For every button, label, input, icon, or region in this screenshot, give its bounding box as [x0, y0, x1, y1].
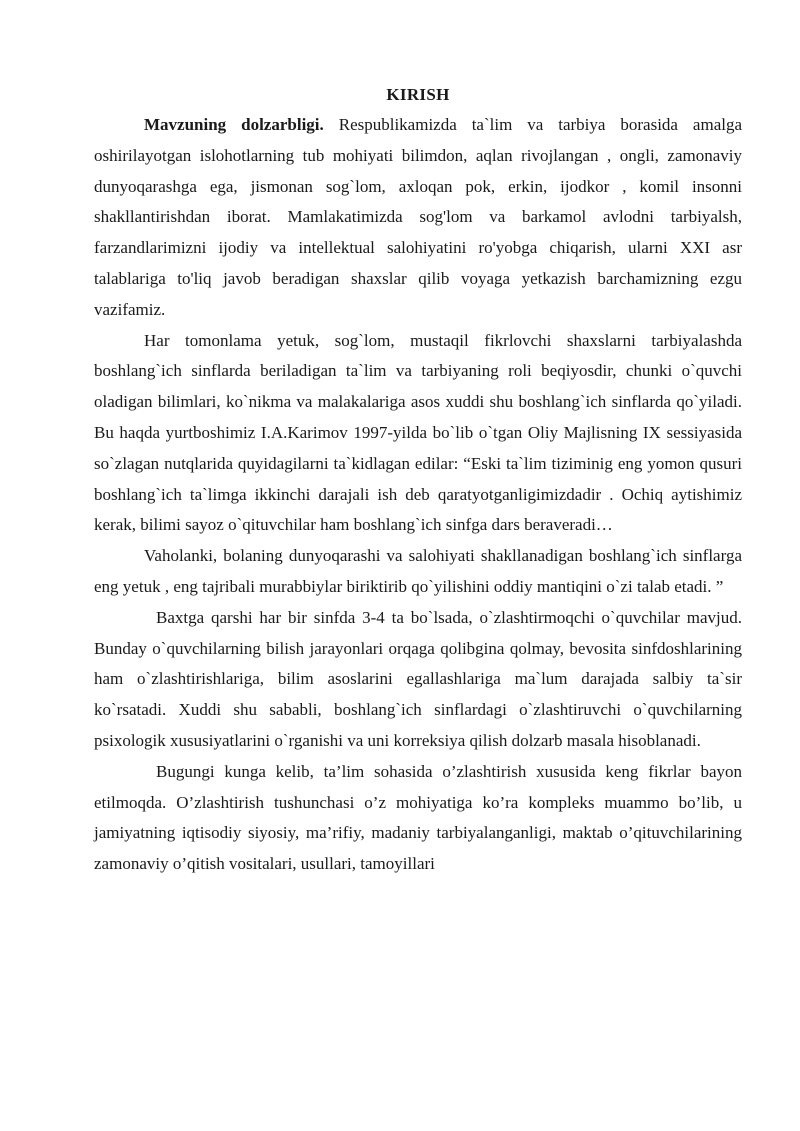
- paragraph-text: Vaholanki, bolaning dunyoqarashi va salohiyati shakllanadigan boshlang`ich sinflarga eng yetuk , eng tajribali murabbiylar biriktirib qo`yilishini oddiy mantiqini o`zi talab etadi. ”: [94, 546, 742, 596]
- paragraph-however: [94, 541, 742, 603]
- paragraph-education: [94, 326, 742, 542]
- paragraph-relevance: [94, 110, 742, 326]
- page-title: KIRISH: [386, 85, 450, 104]
- paragraph-text: Baxtga qarshi har bir sinfda 3-4 ta bo`lsada, o`zlashtirmoqchi o`quvchilar mavjud. Bunday o`quvchilarning bilish jarayonlari orqaga qolibgina qolmay, bevosita sinfdoshlarining ham o`zlashtirishlariga, bilim asoslarini egallashlariga ma`lum darajada salbiy ta`sir ko`rsatadi. Xuddi shu sababli, boshlang`ich sinflardagi o`zlashtiruvchi o`quvchilarning psixologik xususiyatlarini o`rganishi va uni korreksiya qilish dolzarb masala hisoblanadi.: [94, 607, 742, 750]
- paragraph-text: Har tomonlama yetuk, sog`lom, mustaqil fikrlovchi shaxslarni tarbiyalashda boshlang`ich sinflarda beriladigan ta`lim va tarbiyaning roli beqiyosdir, chunki o`quvchi oladigan bilimlari, ko`nikma va malakalariga asos xuddi shu boshlang`ich sinflarda qo`yiladi. Bu haqda yurtboshimiz I.A.Karimov 1997-yilda bo`lib o`tgan Oliy Majlisning IX sessiyasida so`zlagan nutqlarida quyidagilarni ta`kidlagan edilar: “Eski ta`lim tiziminig eng yomon qusuri boshlang`ich ta`limga ikkinchi darajali ish deb qaratyotganligimizdadir . Ochiq aytishimiz kerak, bilimi sayoz o`qituvchilar ham boshlang`ich sinfga dars beraveradi…: [94, 330, 742, 535]
- document-page: [94, 84, 742, 880]
- paragraph-text: Bugungi kunga kelib, ta’lim sohasida o’zlashtirish xususida keng fikrlar bayon etilmoqda. O’zlashtirish tushunchasi o’z mohiyatiga ko’ra kompleks muammo bo’lib, u jamiyatning iqtisodiy siyosiy, ma’rifiy, madaniy tarbiyalanganligi, maktab o’qituvchilarining zamonaviy o’qitish vositalari, usullari, tamoyillari: [94, 761, 742, 874]
- paragraph-lead: Mavzuning dolzarbligi.: [144, 115, 324, 134]
- paragraph-text: Respublikamizda ta`lim va tarbiya borasida amalga oshirilayotgan islohotlarning tub mohiyati bilimdon, aqlan rivojlangan , ongli, zamonaviy dunyoqarashga ega, jismonan sog`lom, axloqan pok, erkin, ijodkor , komil insonni shakllantirishdan iborat. Mamlakatimizda sog'lom va barkamol avlodni tarbiyalsh, farzandlarimizni ijodiy va intellektual salohiyatini ro'yobga chiqarish, ularni XXI asr talablariga to'liq javob beradigan shaxslar qilib voyaga yetkazish barchamizning ezgu vazifamiz.: [94, 115, 743, 319]
- paragraph-underachievers: [94, 603, 742, 757]
- paragraph-today: [94, 757, 742, 880]
